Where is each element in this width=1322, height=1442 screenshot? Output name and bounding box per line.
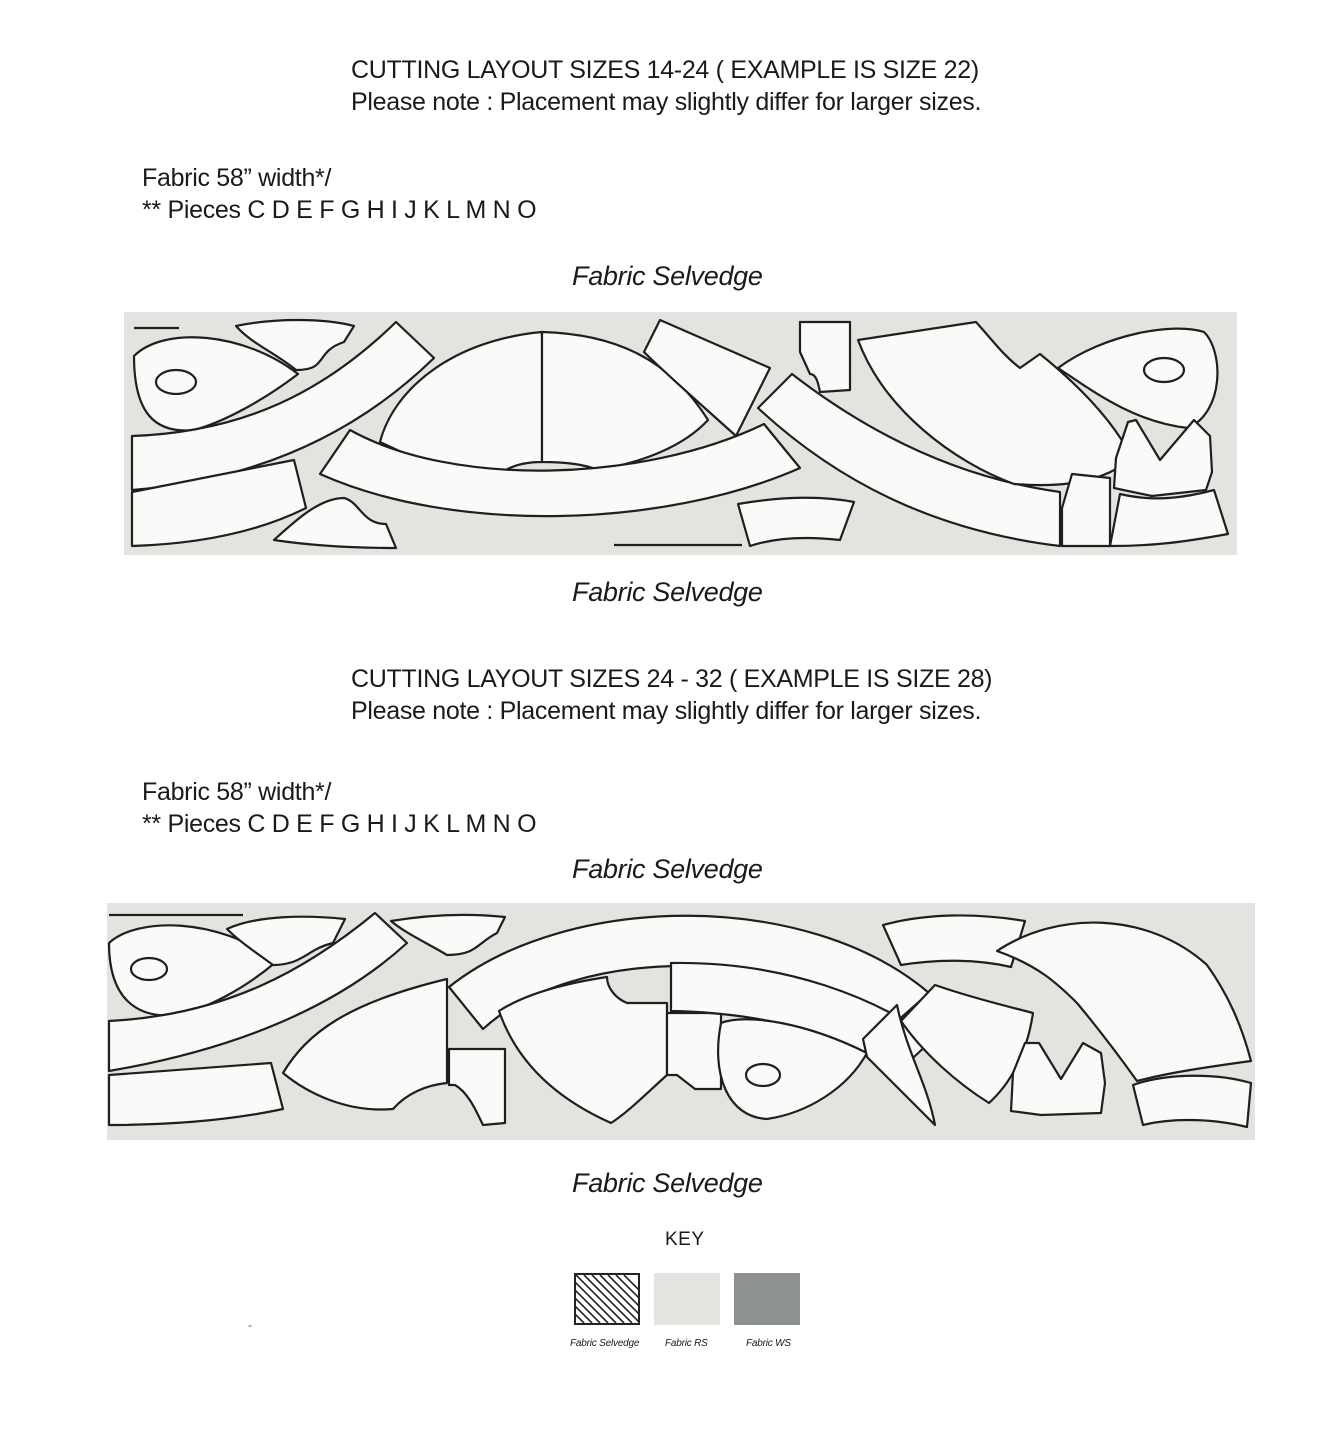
piece-small-rect [449, 1049, 505, 1125]
piece-bodice [1114, 420, 1212, 496]
key-swatch-selvedge [574, 1273, 640, 1325]
piece-bottom-curve [738, 498, 854, 546]
piece-small-rect-bottom [1062, 474, 1110, 546]
stray-mark: - [248, 1318, 252, 1332]
layout-2-selvedge-top: Fabric Selvedge [572, 854, 763, 884]
piece-hole [131, 958, 167, 980]
layout-1-title: CUTTING LAYOUT SIZES 14-24 ( EXAMPLE IS SIZE 22) [351, 56, 979, 84]
piece-quarter-middle [499, 977, 667, 1123]
piece-small-top-mid [391, 915, 505, 955]
layout-1-pieces: ** Pieces C D E F G H I J K L M N O [142, 196, 537, 224]
piece-hole-right [1144, 358, 1184, 382]
layout-1-selvedge-top: Fabric Selvedge [572, 261, 763, 291]
layout-2-note: Please note : Placement may slightly differ for larger sizes. [351, 697, 982, 725]
key-swatch-fabric-ws [734, 1273, 800, 1325]
piece-lower-left [109, 1063, 283, 1125]
piece-bodice [1011, 1043, 1105, 1115]
layout-1-fabric-width: Fabric 58” width*/ [142, 164, 332, 192]
piece-bottom-right-arc [1110, 490, 1228, 546]
layout-2-selvedge-bottom: Fabric Selvedge [572, 1168, 763, 1198]
piece-bottom-right-arc [1133, 1076, 1251, 1127]
hatch-pattern [576, 1275, 638, 1323]
layout-1-note: Please note : Placement may slightly differ for larger sizes. [351, 88, 982, 116]
piece-small-rect [800, 322, 850, 392]
key-title: KEY [665, 1229, 705, 1250]
piece-hole-middle [746, 1064, 780, 1086]
key-label-selvedge: Fabric Selvedge [570, 1338, 640, 1349]
layout-2-title: CUTTING LAYOUT SIZES 24 - 32 ( EXAMPLE IS SIZE 28) [351, 665, 993, 693]
key-label-fabric-rs: Fabric RS [665, 1338, 708, 1349]
piece-small-rect-mid [667, 1013, 721, 1089]
piece-hole [156, 370, 196, 394]
key-label-fabric-ws: Fabric WS [746, 1338, 791, 1349]
piece-top-right-curve [883, 915, 1025, 967]
key-swatch-fabric-rs [654, 1273, 720, 1325]
layout-2-pattern-pieces [107, 903, 1255, 1140]
layout-2-pieces: ** Pieces C D E F G H I J K L M N O [142, 810, 537, 838]
layout-2-fabric-board [107, 903, 1255, 1140]
layout-2-fabric-width: Fabric 58” width*/ [142, 778, 332, 806]
layout-1-pattern-pieces [124, 312, 1237, 555]
layout-1-fabric-board [124, 312, 1237, 555]
layout-1-selvedge-bottom: Fabric Selvedge [572, 577, 763, 607]
